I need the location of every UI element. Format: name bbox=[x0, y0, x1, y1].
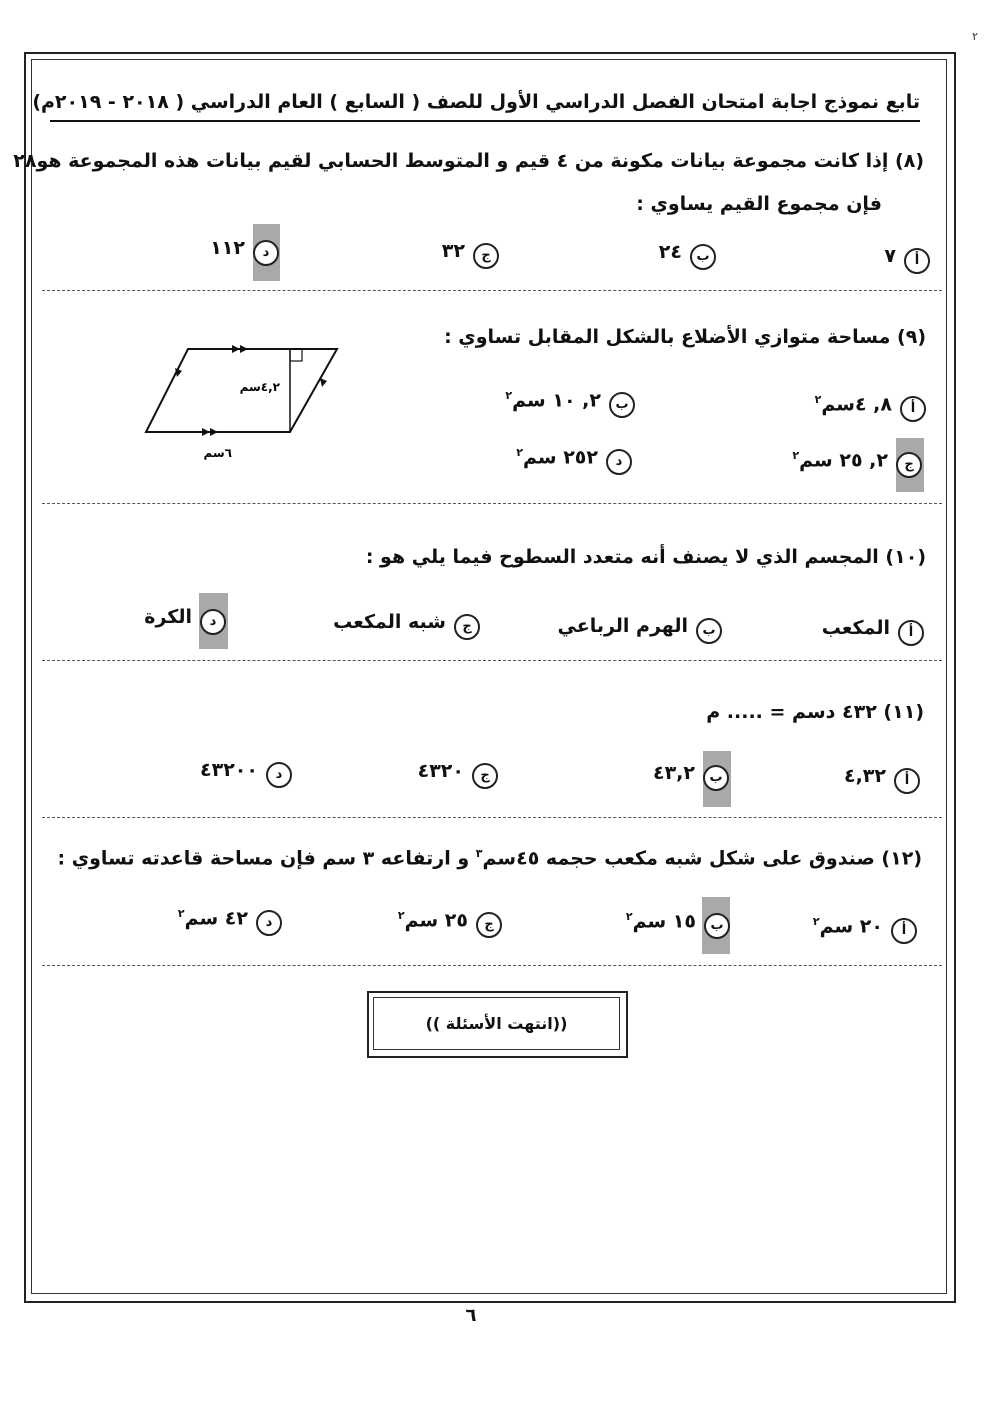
option-text: ٢٠ سم$^٢$ bbox=[812, 915, 883, 938]
end-of-questions-box: ((انتهت الأسئلة )) bbox=[373, 997, 620, 1050]
q9-option-b[interactable] bbox=[465, 389, 635, 424]
separator bbox=[42, 817, 942, 818]
option-letter-circle: أ bbox=[898, 620, 924, 646]
option-letter-circle: ج bbox=[472, 763, 498, 789]
q8-line1: (٨) إذا كانت مجموعة بيانات مكونة من ٤ قيم و المتوسط الحسابي لقيم بيانات هذه المجموعة هو٢٨ bbox=[13, 150, 924, 172]
option-text: ٤,٣٢ bbox=[843, 765, 886, 787]
q12-option-c[interactable] bbox=[352, 909, 502, 944]
option-text: ٧ bbox=[884, 245, 896, 267]
q11-option-c[interactable] bbox=[348, 760, 498, 795]
option-letter-circle: أ bbox=[904, 248, 930, 274]
option-text: المكعب bbox=[821, 617, 890, 639]
q10-option-d[interactable] bbox=[76, 606, 226, 641]
option-text: ٨, ٤سم$^٢$ bbox=[814, 393, 892, 416]
option-text: ٢٥٢ سم$^٢$ bbox=[516, 446, 598, 469]
option-letter-circle: أ bbox=[891, 918, 917, 944]
option-text: ٤٣٢٠ bbox=[417, 760, 464, 782]
option-letter-circle: د bbox=[200, 609, 226, 635]
arrow-mark bbox=[240, 345, 248, 353]
separator bbox=[42, 660, 942, 661]
q12-option-a[interactable] bbox=[767, 915, 917, 950]
q9-option-c[interactable] bbox=[752, 449, 922, 484]
q10-option-c[interactable] bbox=[290, 611, 480, 646]
option-letter-circle: د bbox=[606, 449, 632, 475]
separator bbox=[42, 290, 942, 291]
option-letter-circle: ب bbox=[696, 618, 722, 644]
q8-option-c[interactable] bbox=[359, 240, 499, 275]
option-text: ١١٢ bbox=[210, 237, 245, 259]
option-letter-circle: أ bbox=[894, 768, 920, 794]
q9-option-a[interactable] bbox=[756, 393, 926, 428]
option-text: ٣٢ bbox=[441, 240, 465, 262]
option-letter-circle: د bbox=[256, 910, 282, 936]
height-label: ٤,٢سم bbox=[239, 380, 280, 394]
arrow-mark bbox=[232, 345, 240, 353]
q12-option-b[interactable] bbox=[580, 910, 730, 945]
separator bbox=[42, 965, 942, 966]
option-text: ٢, ١٠ سم$^٢$ bbox=[505, 389, 601, 412]
q10-question: (١٠) المجسم الذي لا يصنف أنه متعدد السطوح فيما يلي هو : bbox=[365, 546, 926, 568]
option-text: ٤٣,٢ bbox=[652, 762, 695, 784]
q12-option-d[interactable] bbox=[132, 907, 282, 942]
option-letter-circle: ب bbox=[690, 244, 716, 270]
option-text: ٢, ٢٥ سم$^٢$ bbox=[792, 449, 888, 472]
option-letter-circle: ج bbox=[454, 614, 480, 640]
page-header: تابع نموذج اجابة امتحان الفصل الدراسي الأول للصف ( السابع ) العام الدراسي ( ٢٠١٨ - ٢٠١٩م) bbox=[50, 84, 920, 122]
arrow-mark bbox=[320, 378, 327, 387]
q8-option-d[interactable] bbox=[139, 237, 279, 272]
option-text: ١٥ سم$^٢$ bbox=[625, 910, 696, 933]
option-text: الهرم الرباعي bbox=[557, 615, 688, 637]
q11-option-a[interactable] bbox=[770, 765, 920, 800]
corner-mark: ٢ bbox=[972, 30, 978, 43]
q10-option-a[interactable] bbox=[774, 617, 924, 652]
base-label: ٦سم bbox=[203, 446, 232, 460]
arrow-mark bbox=[210, 428, 218, 436]
q11-option-d[interactable] bbox=[142, 759, 292, 794]
option-letter-circle: ب bbox=[704, 913, 730, 939]
right-angle-mark bbox=[290, 349, 302, 361]
option-text: ٢٤ bbox=[658, 241, 682, 263]
q8-line2: فإن مجموع القيم يساوي : bbox=[636, 193, 882, 215]
parallelogram-figure bbox=[140, 335, 350, 465]
option-text: ٢٥ سم$^٢$ bbox=[397, 909, 468, 932]
option-letter-circle: د bbox=[253, 240, 279, 266]
option-letter-circle: ج bbox=[476, 912, 502, 938]
option-text: ٤٢ سم$^٢$ bbox=[177, 907, 248, 930]
q9-question: (٩) مساحة متوازي الأضلاع بالشكل المقابل تساوي : bbox=[444, 326, 926, 348]
option-letter-circle: د bbox=[266, 762, 292, 788]
q11-question: (١١) ٤٣٢ دسم = ..... م bbox=[706, 701, 924, 723]
option-letter-circle: ج bbox=[473, 243, 499, 269]
option-text: شبه المكعب bbox=[333, 611, 446, 633]
separator bbox=[42, 503, 942, 504]
option-letter-circle: أ bbox=[900, 396, 926, 422]
q10-option-b[interactable] bbox=[532, 615, 722, 650]
option-text: ٤٣٢٠٠ bbox=[200, 759, 258, 781]
q8-option-a[interactable] bbox=[790, 245, 930, 280]
option-text: الكرة bbox=[144, 606, 192, 628]
arrow-mark bbox=[202, 428, 210, 436]
q9-option-d[interactable] bbox=[462, 446, 632, 481]
q11-option-b[interactable] bbox=[579, 762, 729, 797]
option-letter-circle: ب bbox=[703, 765, 729, 791]
q8-option-b[interactable] bbox=[576, 241, 716, 276]
option-letter-circle: ب bbox=[609, 392, 635, 418]
option-letter-circle: ج bbox=[896, 452, 922, 478]
page-number: ٦ bbox=[465, 1305, 477, 1326]
q12-question: (١٢) صندوق على شكل شبه مكعب حجمه ٤٥سم$^٣$ و ارتفاعه ٣ سم فإن مساحة قاعدته تساوي : bbox=[57, 847, 922, 870]
